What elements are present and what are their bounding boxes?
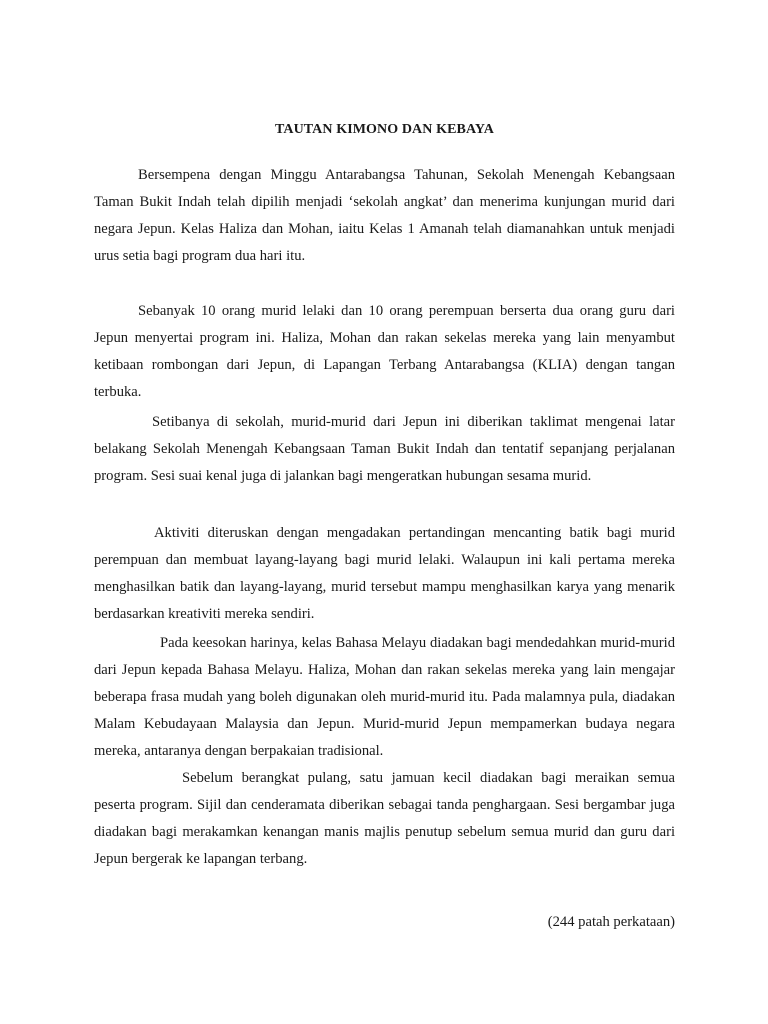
paragraph-2: Sebanyak 10 orang murid lelaki dan 10 orang perempuan berserta dua orang guru dari Jepun menyertai program ini. Haliza, Mohan dan rakan sekelas mereka yang lain menyambut ketibaan rombongan dari Jepun, di Lapangan Terbang Antarabangsa (KLIA) dengan tangan terbuka.: [94, 303, 675, 400]
paragraph-5: Pada keesokan harinya, kelas Bahasa Melayu diadakan bagi mendedahkan murid-murid dari Jepun kepada Bahasa Melayu. Haliza, Mohan dan rakan sekelas mereka yang lain mengajar beberapa frasa mudah yang boleh digunakan oleh murid-murid itu. Pada malamnya pula, diadakan Malam Kebudayaan Malaysia dan Jepun. Murid-murid Jepun mempamerkan budaya negara mereka, antaranya dengan berpakaian tradisional.: [94, 635, 675, 759]
word-count: (244 patah perkataan): [547, 914, 675, 930]
page-title: TAUTAN KIMONO DAN KEBAYA: [274, 122, 495, 137]
paragraph-4: Aktiviti diteruskan dengan mengadakan pertandingan mencanting batik bagi murid perempuan dan membuat layang-layang bagi murid lelaki. Walaupun ini kali pertama mereka menghasilkan batik dan layang-layang, murid tersebut mampu menghasilkan karya yang menarik berdasarkan kreativiti mereka sendiri.: [94, 525, 675, 622]
document-page: [94, 0, 675, 1024]
paragraph-3: Setibanya di sekolah, murid-murid dari Jepun ini diberikan taklimat mengenai latar belakang Sekolah Menengah Kebangsaan Taman Bukit Indah dan tentatif sepanjang perjalanan program. Sesi suai kenal juga di jalankan bagi mengeratkan hubungan sesama murid.: [94, 414, 675, 484]
paragraph-6: Sebelum berangkat pulang, satu jamuan kecil diadakan bagi meraikan semua peserta program. Sijil dan cenderamata diberikan sebagai tanda penghargaan. Sesi bergambar juga diadakan bagi merakamkan kenangan manis majlis penutup sebelum semua murid dan guru dari Jepun bergerak ke lapangan terbang.: [94, 770, 675, 867]
paragraph-1: Bersempena dengan Minggu Antarabangsa Tahunan, Sekolah Menengah Kebangsaan Taman Bukit Indah telah dipilih menjadi ‘sekolah angkat’ dan menerima kunjungan murid dari negara Jepun. Kelas Haliza dan Mohan, iaitu Kelas 1 Amanah telah diamanahkan untuk menjadi urus setia bagi program dua hari itu.: [94, 167, 675, 264]
